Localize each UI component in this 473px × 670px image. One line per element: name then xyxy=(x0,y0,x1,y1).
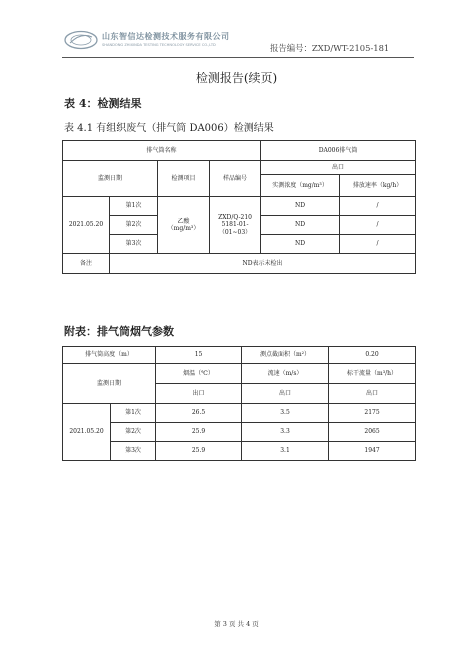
label-stack-height: 排气筒高度（m） xyxy=(63,347,156,364)
outlet-label: 出口 xyxy=(156,384,242,404)
table-row xyxy=(63,404,416,423)
item-unit: （mg/m³） xyxy=(167,225,200,232)
col-velocity: 流速（m/s） xyxy=(242,364,329,384)
section-heading: 表 4：检测结果 xyxy=(64,97,142,110)
item-cell xyxy=(158,197,210,254)
table-row xyxy=(63,423,416,442)
seq-cell: 第1次 xyxy=(110,197,158,216)
temp-cell: 25.9 xyxy=(156,423,242,442)
seq-cell: 第3次 xyxy=(110,235,158,254)
label-date: 监测日期 xyxy=(63,364,156,404)
temp-cell: 26.5 xyxy=(156,404,242,423)
outlet-label: 出口 xyxy=(242,384,329,404)
sample-cell xyxy=(210,197,261,254)
col-emission-rate: 排放速率（kg/h） xyxy=(340,175,416,197)
page-title: 检测报告(续页) xyxy=(195,71,278,85)
date-cell: 2021.05.20 xyxy=(63,197,110,254)
stack-name: DA006排气筒 xyxy=(261,141,416,161)
flow-cell: 1947 xyxy=(329,442,416,461)
page-footer: 第 3 页 共 4 页 xyxy=(214,620,259,628)
speed-cell: 3.1 xyxy=(242,442,329,461)
note: ND表示未检出 xyxy=(110,254,416,274)
speed-cell: 3.5 xyxy=(242,404,329,423)
label-item: 检测项目 xyxy=(158,161,210,197)
report-number: 报告编号：ZXD/WT-2105-181 xyxy=(270,43,390,53)
col-concentration: 实测浓度（mg/m³） xyxy=(261,175,340,197)
company-name-en: SHANDONG ZHIXINDA TESTING TECHNOLOGY SERVICE CO.,LTD xyxy=(102,43,216,47)
sample-line1: ZXD/Q-210 xyxy=(218,213,252,221)
seq-cell: 第3次 xyxy=(111,442,156,461)
label-note: 备注 xyxy=(63,254,110,274)
conc-cell: ND xyxy=(261,235,340,254)
rate-cell: / xyxy=(340,216,416,235)
speed-cell: 3.3 xyxy=(242,423,329,442)
col-temperature: 烟温（℃） xyxy=(156,364,242,384)
label-section-area: 测点截面积（m²） xyxy=(242,347,329,364)
seq-cell: 第1次 xyxy=(111,404,156,423)
stack-height: 15 xyxy=(156,347,242,364)
label-sample-no: 样品编号 xyxy=(210,161,261,197)
seq-cell: 第2次 xyxy=(111,423,156,442)
header-divider xyxy=(62,57,414,58)
flow-cell: 2175 xyxy=(329,404,416,423)
label-date: 监测日期 xyxy=(63,161,158,197)
label-stack-name: 排气筒名称 xyxy=(63,141,261,161)
rate-cell: / xyxy=(340,197,416,216)
conc-cell: ND xyxy=(261,197,340,216)
date-cell: 2021.05.20 xyxy=(63,404,111,461)
sample-line3: （01~03） xyxy=(218,228,252,236)
temp-cell: 25.9 xyxy=(156,442,242,461)
outlet-label: 出口 xyxy=(329,384,416,404)
appendix-heading: 附表：排气筒烟气参数 xyxy=(64,325,174,338)
label-outlet: 出口 xyxy=(261,161,416,175)
table-row xyxy=(63,197,416,216)
conc-cell: ND xyxy=(261,216,340,235)
seq-cell: 第2次 xyxy=(110,216,158,235)
company-name: 山东智信达检测技术服务有限公司 xyxy=(102,32,230,41)
results-table xyxy=(62,140,416,274)
table1-heading: 表 4.1 有组织废气（排气筒 DA006）检测结果 xyxy=(64,123,274,134)
company-logo-icon xyxy=(64,30,98,50)
flue-gas-parameters-table xyxy=(62,346,416,461)
section-area: 0.20 xyxy=(329,347,416,364)
item-name: 乙酸 xyxy=(177,217,190,225)
rate-cell: / xyxy=(340,235,416,254)
sample-line2: 5181-01- xyxy=(221,221,249,229)
flow-cell: 2065 xyxy=(329,423,416,442)
col-flow: 标干流量（m³/h） xyxy=(329,364,416,384)
table-row xyxy=(63,442,416,461)
